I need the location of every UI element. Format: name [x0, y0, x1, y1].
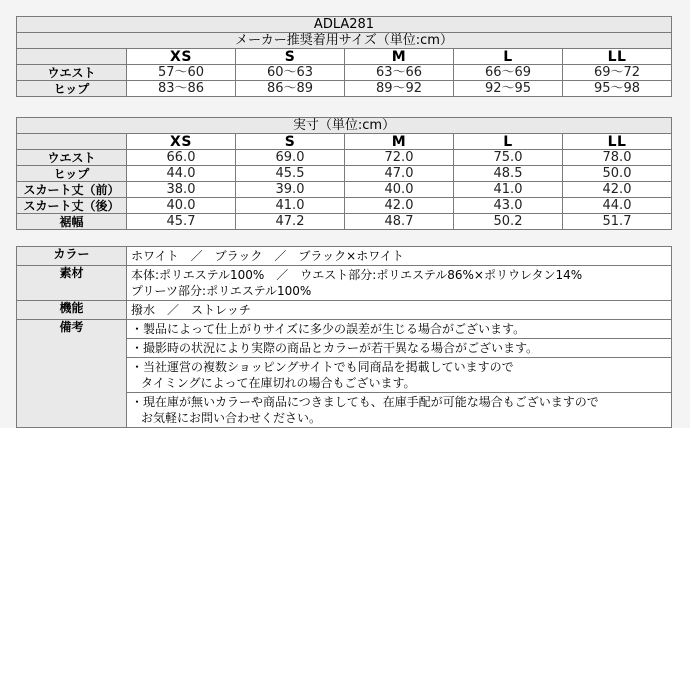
table-cell: 72.0	[345, 150, 454, 166]
table-cell: 44.0	[127, 166, 236, 182]
table-cell: 40.0	[345, 182, 454, 198]
row-label: ウエスト	[17, 150, 127, 166]
remark-note	[127, 339, 672, 358]
table-cell: 86～89	[236, 81, 345, 97]
table-cell: 45.7	[127, 214, 236, 230]
table-cell: 42.0	[563, 182, 672, 198]
size-header: M	[345, 134, 454, 150]
row-label: ヒップ	[17, 81, 127, 97]
material-row	[17, 266, 672, 301]
table-cell: 44.0	[563, 198, 672, 214]
remark-note	[127, 358, 672, 393]
table-cell: 41.0	[454, 182, 563, 198]
size-header: LL	[563, 49, 672, 65]
table-row	[17, 182, 672, 198]
table-cell: 40.0	[127, 198, 236, 214]
remark-line: タイミングによって在庫切れの場合もございます。	[141, 376, 416, 390]
product-code: ADLA281	[17, 17, 672, 33]
color-row	[17, 247, 672, 266]
remark-line: お気軽にお問い合わせください。	[141, 411, 322, 425]
material-label: 素材	[17, 266, 127, 301]
table-cell: 47.2	[236, 214, 345, 230]
table-cell: 42.0	[345, 198, 454, 214]
row-label: スカート丈（前）	[17, 182, 127, 198]
material-value	[127, 266, 672, 301]
table-cell: 95～98	[563, 81, 672, 97]
recommended-size-table	[16, 16, 672, 97]
size-header: LL	[563, 134, 672, 150]
row-label: 裾幅	[17, 214, 127, 230]
function-value: 撥水 ／ ストレッチ	[127, 301, 672, 320]
size-header: XS	[127, 49, 236, 65]
size-header: S	[236, 49, 345, 65]
table-cell: 75.0	[454, 150, 563, 166]
recommended-size-title: メーカー推奨着用サイズ（単位:cm）	[17, 33, 672, 49]
table-cell: 69～72	[563, 65, 672, 81]
remark-line: ・製品によって仕上がりサイズに多少の誤差が生じる場合がございます。	[131, 322, 526, 336]
table-row	[17, 214, 672, 230]
size-header: S	[236, 134, 345, 150]
row-label: スカート丈（後）	[17, 198, 127, 214]
material-line: 本体:ポリエステル100% ／ ウエスト部分:ポリエステル86%×ポリウレタン14%	[131, 268, 583, 282]
table-cell: 38.0	[127, 182, 236, 198]
table-cell: 43.0	[454, 198, 563, 214]
table-cell: 78.0	[563, 150, 672, 166]
row-label: ヒップ	[17, 166, 127, 182]
table-cell: 39.0	[236, 182, 345, 198]
corner-cell	[17, 49, 127, 65]
size-header: L	[454, 49, 563, 65]
table-cell: 66.0	[127, 150, 236, 166]
size-header: XS	[127, 134, 236, 150]
size-header: L	[454, 134, 563, 150]
size-header-row	[17, 134, 672, 150]
table-cell: 50.2	[454, 214, 563, 230]
remarks-label: 備考	[17, 320, 127, 428]
remark-line: ・現在庫が無いカラーや商品につきましても、在庫手配が可能な場合もございますので	[131, 395, 599, 409]
actual-size-table	[16, 117, 672, 230]
size-header-row	[17, 49, 672, 65]
product-info-table	[16, 246, 672, 428]
table-row	[17, 150, 672, 166]
table-cell: 57～60	[127, 65, 236, 81]
remark-note	[127, 393, 672, 428]
material-line: プリーツ部分:ポリエステル100%	[131, 284, 312, 298]
function-label: 機能	[17, 301, 127, 320]
remark-note	[127, 320, 672, 339]
table-cell: 66～69	[454, 65, 563, 81]
row-label: ウエスト	[17, 65, 127, 81]
table-cell: 45.5	[236, 166, 345, 182]
actual-size-title: 実寸（単位:cm）	[17, 118, 672, 134]
table-row	[17, 81, 672, 97]
color-value: ホワイト ／ ブラック ／ ブラック×ホワイト	[127, 247, 672, 266]
corner-cell	[17, 134, 127, 150]
table-row	[17, 198, 672, 214]
remark-line: ・撮影時の状況により実際の商品とカラーが若干異なる場合がございます。	[131, 341, 539, 355]
table-cell: 50.0	[563, 166, 672, 182]
table-cell: 48.5	[454, 166, 563, 182]
remarks-row	[17, 320, 672, 339]
table-cell: 60～63	[236, 65, 345, 81]
table-cell: 51.7	[563, 214, 672, 230]
table-cell: 41.0	[236, 198, 345, 214]
table-cell: 47.0	[345, 166, 454, 182]
size-header: M	[345, 49, 454, 65]
table-row	[17, 166, 672, 182]
table-cell: 63～66	[345, 65, 454, 81]
color-label: カラー	[17, 247, 127, 266]
remark-line: ・当社運営の複数ショッピングサイトでも同商品を掲載していますので	[131, 360, 514, 374]
table-cell: 83～86	[127, 81, 236, 97]
table-cell: 48.7	[345, 214, 454, 230]
table-cell: 92～95	[454, 81, 563, 97]
function-row	[17, 301, 672, 320]
table-cell: 89～92	[345, 81, 454, 97]
table-row	[17, 65, 672, 81]
table-cell: 69.0	[236, 150, 345, 166]
